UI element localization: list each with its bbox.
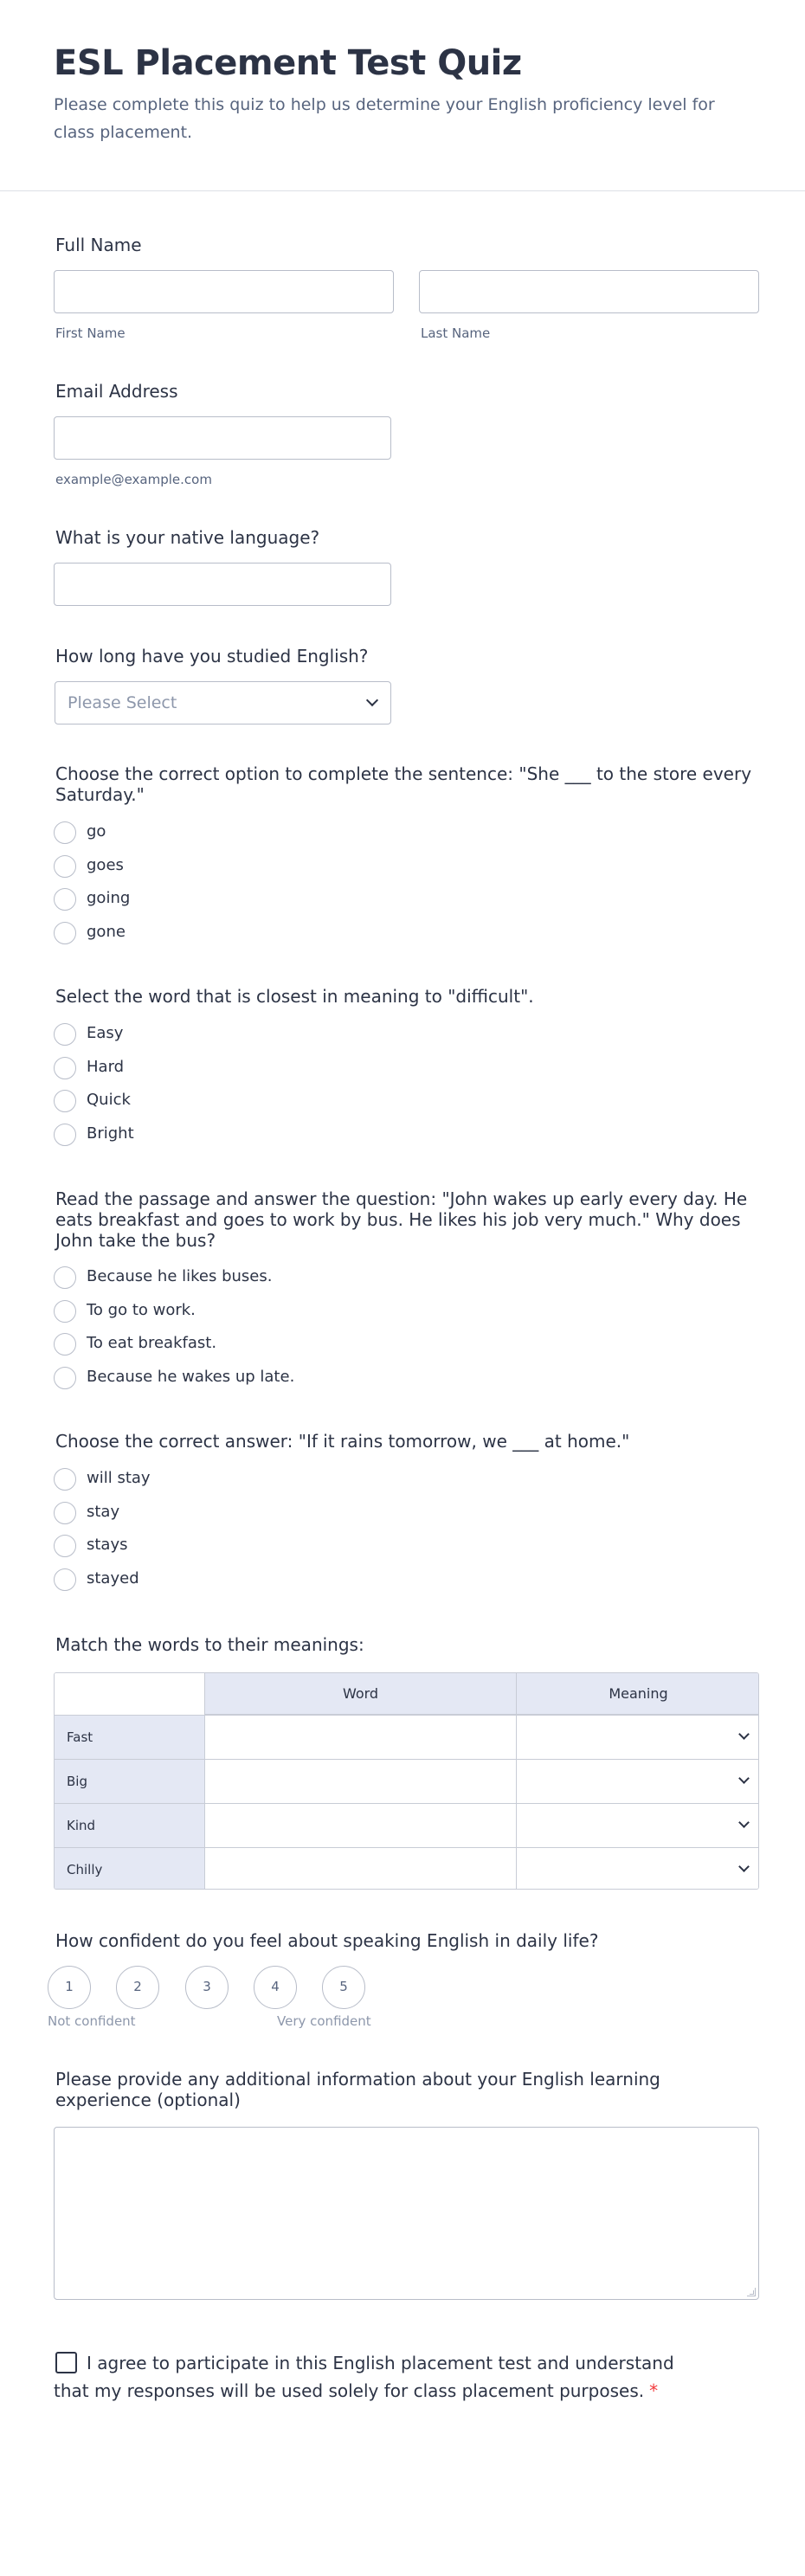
radio-button[interactable] (54, 888, 76, 911)
last-name-input[interactable] (419, 270, 759, 313)
chevron-down-icon (738, 1817, 750, 1828)
matrix-meaning-select[interactable] (517, 1803, 759, 1847)
form-header (0, 0, 805, 191)
email-label: Email Address (55, 381, 178, 402)
matrix-meaning-select[interactable] (517, 1847, 759, 1890)
option-label: will stay (87, 1469, 151, 1487)
radio-button[interactable] (54, 1090, 76, 1112)
additional-info-textarea[interactable] (54, 2127, 759, 2300)
option-label: stays (87, 1536, 128, 1554)
study-duration-placeholder: Please Select (68, 693, 177, 712)
matrix-row-label: Fast (55, 1715, 205, 1759)
matching-matrix (54, 1672, 759, 1890)
scale-option-4[interactable]: 4 (254, 1966, 297, 2009)
form-subtitle: Please complete this quiz to help us determine your English proficiency level for class placement. (54, 95, 715, 142)
option-label: Because he wakes up late. (87, 1368, 295, 1386)
radio-button[interactable] (54, 1333, 76, 1356)
matrix-meaning-select[interactable] (517, 1759, 759, 1803)
matrix-column-meaning: Meaning (517, 1673, 759, 1715)
option-label: stay (87, 1503, 120, 1521)
resize-handle-icon[interactable] (747, 2288, 756, 2296)
required-mark: * (649, 2380, 659, 2401)
radio-button[interactable] (54, 1535, 76, 1557)
study-duration-label: How long have you studied English? (55, 646, 369, 667)
radio-button[interactable] (54, 1266, 76, 1289)
option-label: gone (87, 923, 126, 941)
email-sublabel: example@example.com (55, 472, 212, 487)
option-label: Hard (87, 1058, 125, 1076)
option-label: To eat breakfast. (87, 1334, 217, 1352)
option-label: Quick (87, 1091, 131, 1109)
question-1-text: Choose the correct option to complete the sentence: "She ___ to the store every Saturday." (55, 763, 752, 805)
chevron-down-icon (738, 1861, 750, 1872)
first-name-input[interactable] (54, 270, 394, 313)
last-name-sublabel: Last Name (421, 325, 491, 341)
native-language-label: What is your native language? (55, 527, 320, 548)
matrix-word-input[interactable] (205, 1847, 517, 1890)
matrix-row-label: Chilly (55, 1847, 205, 1890)
radio-button[interactable] (54, 855, 76, 878)
matrix-word-input[interactable] (205, 1803, 517, 1847)
study-duration-select[interactable] (55, 681, 391, 724)
scale-option-1[interactable]: 1 (48, 1966, 91, 2009)
scale-option-2[interactable]: 2 (116, 1966, 159, 2009)
first-name-sublabel: First Name (55, 325, 126, 341)
matrix-row-label: Big (55, 1759, 205, 1803)
radio-button[interactable] (54, 1502, 76, 1524)
option-label: To go to work. (87, 1301, 196, 1319)
radio-button[interactable] (54, 1367, 76, 1389)
matrix-column-word: Word (205, 1673, 517, 1715)
matrix-word-input[interactable] (205, 1715, 517, 1759)
native-language-input[interactable] (54, 563, 391, 606)
form-title: ESL Placement Test Quiz (54, 43, 522, 83)
option-label: go (87, 822, 106, 840)
question-2-text: Select the word that is closest in meaning to "difficult". (55, 986, 534, 1007)
radio-button[interactable] (54, 1568, 76, 1591)
consent-text (54, 2349, 694, 2405)
radio-button[interactable] (54, 821, 76, 844)
option-label: goes (87, 856, 124, 874)
matrix-corner (55, 1673, 205, 1715)
matrix-meaning-select[interactable] (517, 1715, 759, 1759)
full-name-label: Full Name (55, 235, 142, 255)
matrix-word-input[interactable] (205, 1759, 517, 1803)
matrix-label: Match the words to their meanings: (55, 1634, 364, 1655)
option-label: Easy (87, 1024, 124, 1042)
consent-label: I agree to participate in this English placement test and understand that my responses will be used solely for class placement purposes. (54, 2353, 674, 2401)
scale-option-5[interactable]: 5 (322, 1966, 365, 2009)
scale-option-3[interactable]: 3 (185, 1966, 229, 2009)
question-3-text: Read the passage and answer the question: "John wakes up early every day. He eats breakfast and goes to work by bus. He likes his job very much." Why does John take the bus? (55, 1188, 748, 1251)
radio-button[interactable] (54, 1057, 76, 1079)
chevron-down-icon (366, 694, 378, 706)
chevron-down-icon (738, 1773, 750, 1784)
option-label: going (87, 889, 131, 907)
scale-max-caption: Very confident (277, 2013, 371, 2029)
radio-button[interactable] (54, 1124, 76, 1146)
radio-button[interactable] (54, 1300, 76, 1323)
scale-min-caption: Not confident (48, 2013, 136, 2029)
radio-button[interactable] (54, 1468, 76, 1491)
radio-button[interactable] (54, 922, 76, 944)
matrix-row-label: Kind (55, 1803, 205, 1847)
email-input[interactable] (54, 416, 391, 460)
option-label: Because he likes buses. (87, 1267, 273, 1285)
option-label: Bright (87, 1124, 134, 1143)
additional-info-label: Please provide any additional information about your English learning experience (optional) (55, 2069, 660, 2110)
option-label: stayed (87, 1569, 139, 1587)
confidence-label: How confident do you feel about speaking English in daily life? (55, 1930, 599, 1951)
chevron-down-icon (738, 1729, 750, 1740)
question-4-text: Choose the correct answer: "If it rains tomorrow, we ___ at home." (55, 1431, 630, 1452)
radio-button[interactable] (54, 1023, 76, 1046)
